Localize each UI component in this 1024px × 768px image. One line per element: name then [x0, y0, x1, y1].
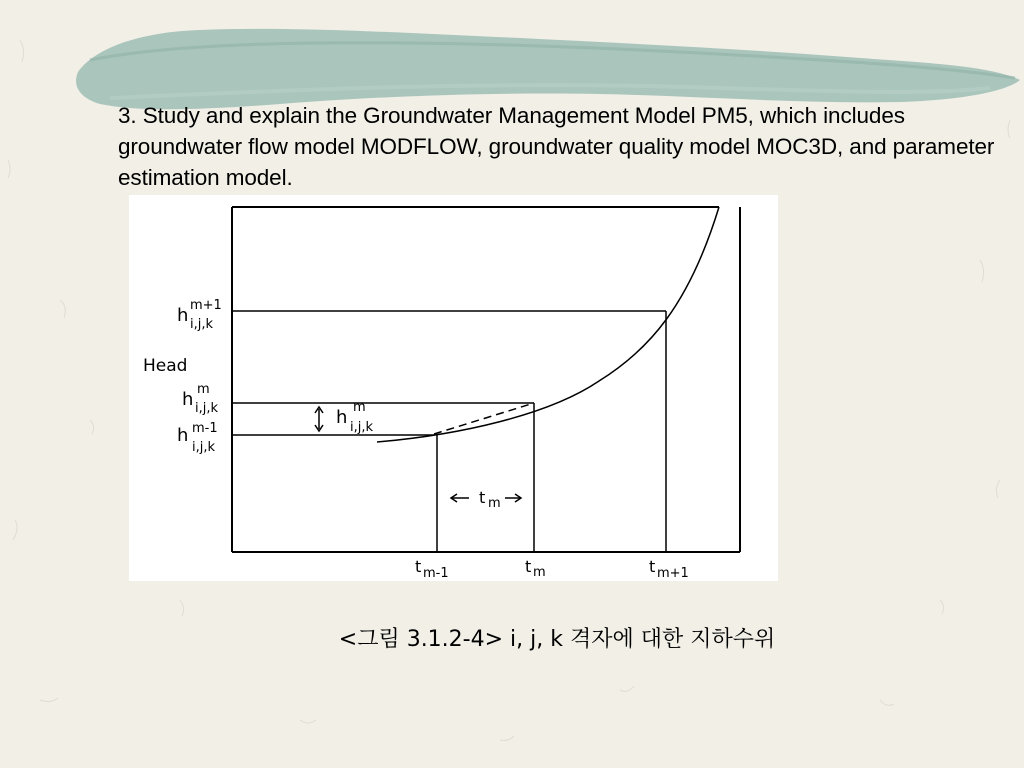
label-head-m-minus-1 [177, 421, 218, 455]
svg-text:t: t [479, 488, 486, 507]
figure-caption: <그림 3.1.2-4> i, j, k 격자에 대한 지하수위 [338, 627, 776, 652]
svg-text:m: m [488, 496, 501, 511]
delta-head-arrow [315, 407, 323, 431]
y-axis-label: Head [143, 356, 188, 376]
svg-text:m: m [533, 565, 546, 580]
svg-text:h: h [177, 425, 189, 446]
svg-text:i,j,k: i,j,k [192, 440, 216, 455]
svg-text:m-1: m-1 [192, 421, 218, 436]
svg-text:i,j,k: i,j,k [190, 317, 214, 332]
svg-text:i,j,k: i,j,k [350, 420, 374, 435]
slide-body-text: 3. Study and explain the Groundwater Management Model PM5, which includes groundwater flow model MODFLOW, groundwater quality model MOC3D, and parameter estimation model. [118, 103, 995, 190]
svg-text:h: h [182, 389, 194, 410]
time-tick-m-minus-1 [415, 557, 449, 581]
label-head-m [182, 382, 218, 416]
svg-text:h: h [336, 407, 348, 428]
delta-time-arrows [451, 494, 521, 502]
svg-text:i,j,k: i,j,k [195, 401, 219, 416]
label-head-m-plus-1 [177, 298, 222, 332]
time-tick-m [525, 557, 546, 580]
secant-dashed-line [434, 403, 534, 434]
svg-text:m+1: m+1 [657, 566, 689, 581]
svg-text:t: t [415, 557, 422, 576]
diagram-svg [129, 195, 778, 581]
svg-text:m: m [353, 400, 366, 415]
svg-text:h: h [177, 305, 189, 326]
svg-text:m-1: m-1 [423, 566, 449, 581]
groundwater-head-diagram [129, 195, 778, 581]
time-tick-m-plus-1 [649, 557, 689, 581]
label-delta-head [336, 400, 373, 435]
svg-text:t: t [525, 557, 532, 576]
svg-text:m+1: m+1 [190, 298, 222, 313]
svg-text:t: t [649, 557, 656, 576]
head-curve [377, 207, 719, 442]
label-delta-time [479, 488, 501, 511]
svg-text:m: m [197, 382, 210, 397]
